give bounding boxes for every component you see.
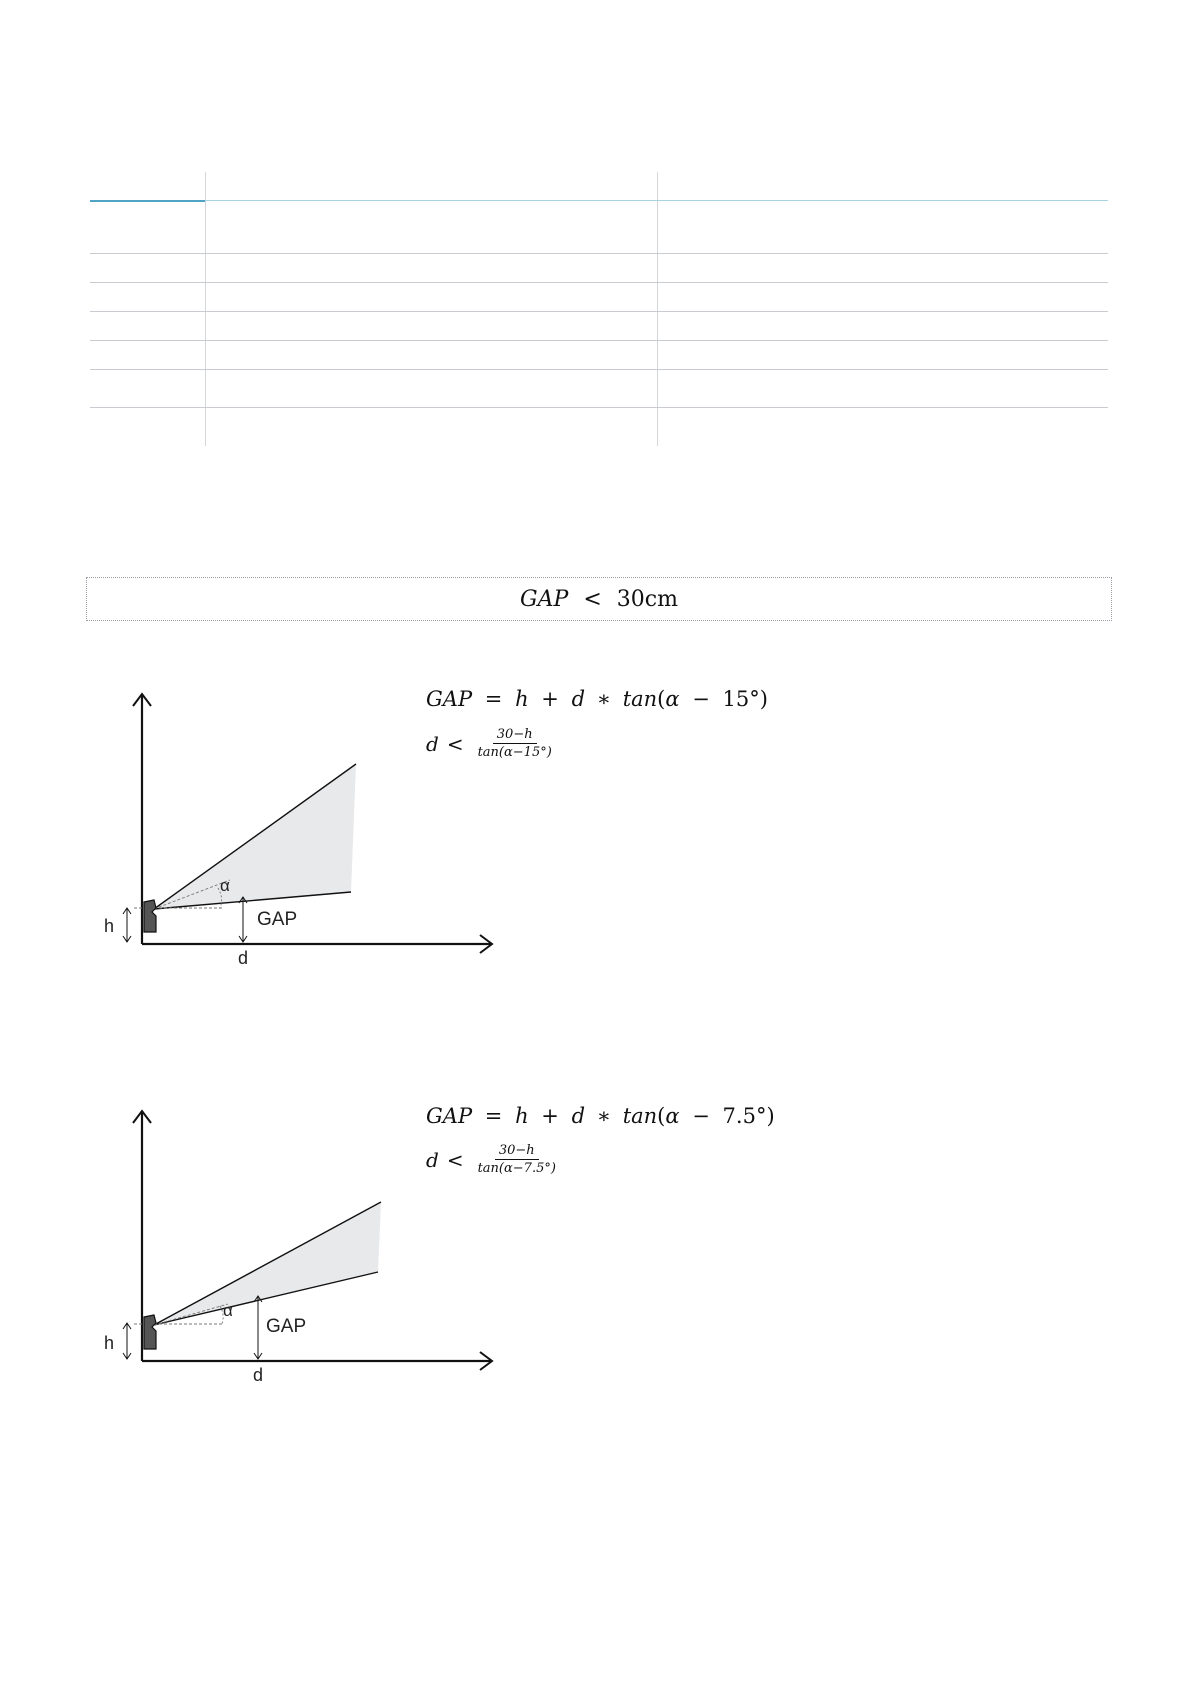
- table-row-line: [90, 253, 1108, 254]
- table-col-divider-2: [657, 172, 658, 446]
- h-label: h: [104, 916, 115, 936]
- table-row-line: [90, 311, 1108, 312]
- fraction-numerator: 30−h: [493, 727, 537, 744]
- gap-label: GAP: [266, 1316, 307, 1337]
- fraction-denominator: tan(α−15°): [477, 745, 552, 760]
- formula-lhs: GAP: [520, 586, 569, 612]
- table-row-line: [90, 369, 1108, 370]
- formula-rhs: 30cm: [616, 586, 678, 612]
- sensor-icon: [144, 1315, 156, 1349]
- fraction-numerator: 30−h: [495, 1143, 539, 1160]
- h-label: h: [104, 1333, 115, 1353]
- table-header-accent: [90, 200, 205, 202]
- gap-equation-2: GAP = h + d ∗ tan(α − 7.5°): [426, 1104, 775, 1128]
- table-col-divider-1: [205, 172, 206, 446]
- sensor-icon: [144, 900, 156, 932]
- gap-equation-1: GAP = h + d ∗ tan(α − 15°): [426, 687, 768, 711]
- alpha-label: α: [220, 876, 230, 895]
- fraction-denominator: tan(α−7.5°): [477, 1161, 556, 1176]
- distance-inequality-2: d < $\frac{30-h}{\tan(\alpha-7.5^\circ)}$: [426, 1143, 560, 1176]
- table-row-line: [90, 340, 1108, 341]
- table-row-line: [90, 282, 1108, 283]
- d-label: d: [253, 1365, 264, 1385]
- formula-operator: <: [583, 586, 602, 612]
- sensor-diagram-2: [90, 1097, 510, 1387]
- gap-limit-formula: [520, 587, 678, 612]
- d-label: d: [238, 948, 249, 968]
- table-row-line: [90, 407, 1108, 408]
- distance-inequality-1: d < $\frac{30-h}{\tan(\alpha-15^\circ)}$: [426, 727, 556, 760]
- gap-label: GAP: [257, 909, 298, 930]
- sensor-diagram-1: [90, 680, 510, 970]
- alpha-label: α: [223, 1301, 233, 1320]
- table-header-line: [205, 200, 1108, 201]
- gap-limit-formula-box: [86, 577, 1112, 621]
